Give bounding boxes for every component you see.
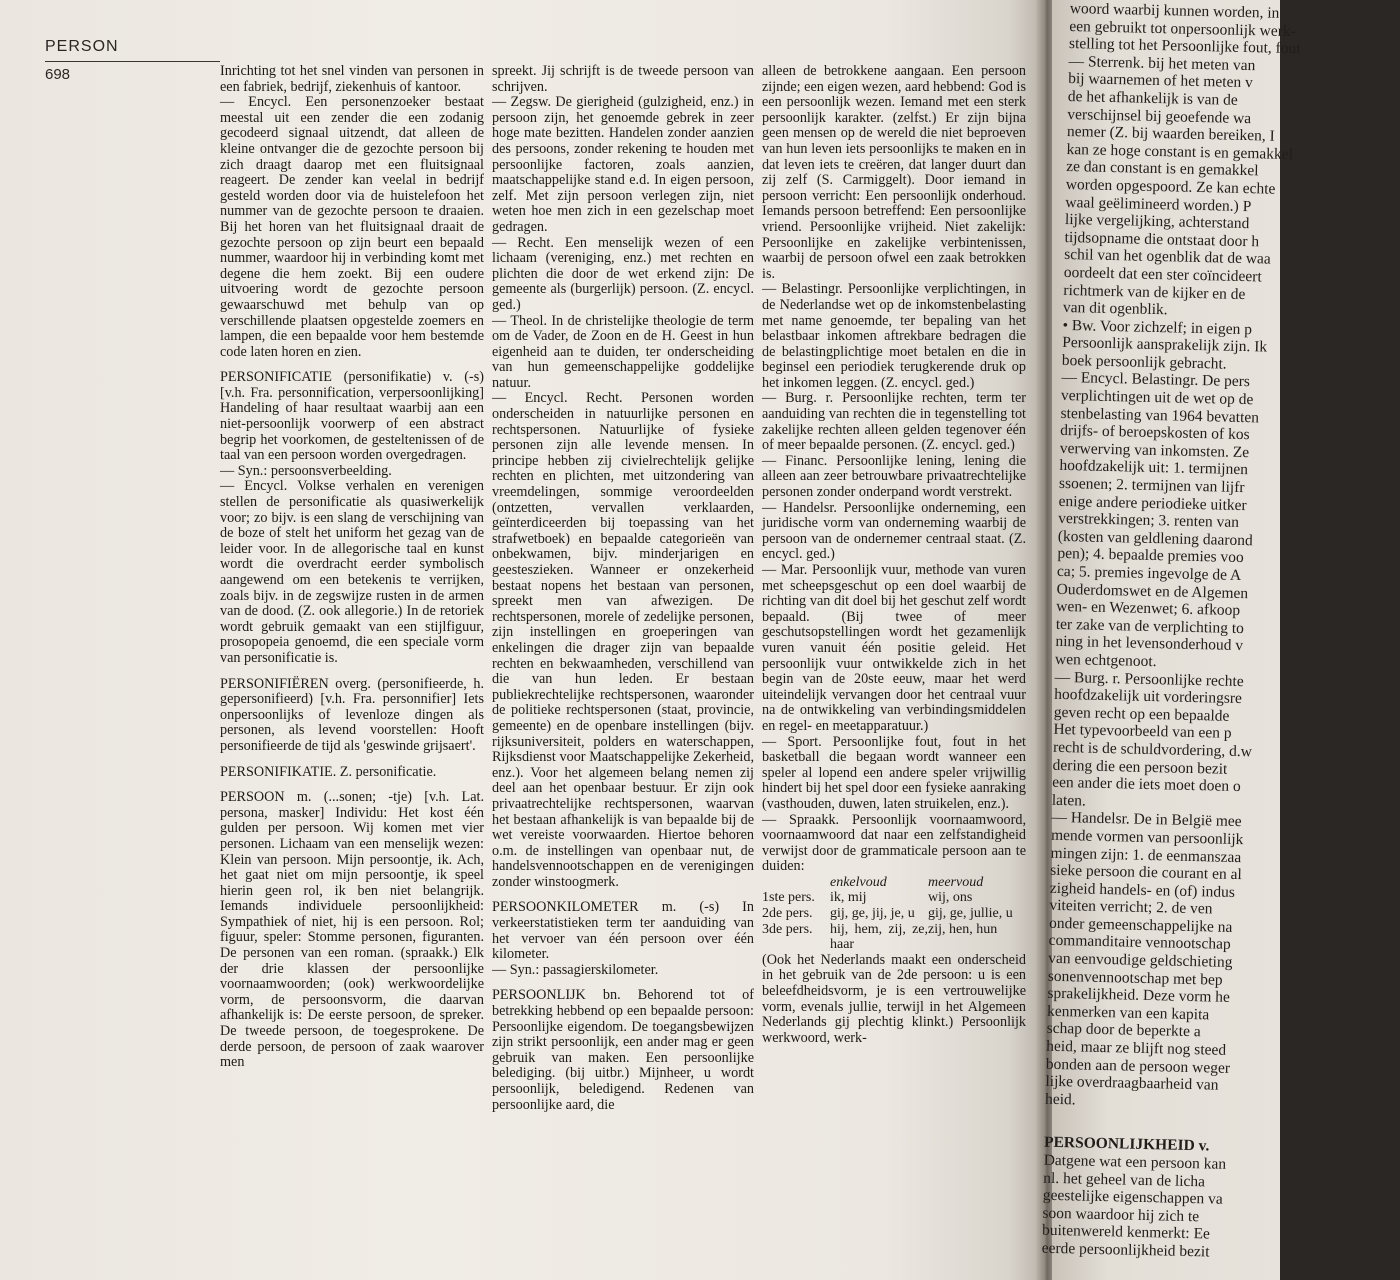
- entry-paragraph: (Ook het Nederlands maakt een onderscheid in het gebruik van de 2de persoon: u is een beleefdheidsvorm, je is een vertrouwelijke vorm, evenals jullie, terwijl in het Algemeen Nederlands gij plechtig klinkt.) Persoonlijk werkwoord, werk-: [762, 951, 1026, 1046]
- entry-paragraph: alleen de betrokkene aangaan. Een persoon zijnde; een eigen wezen, aard hebbend: God is een persoonlijk wezen. Iemand met een sterk persoonlijk karakter. (zelfst.) Er zijn bijna geen mensen op de wereld die niet beproeven van hun leven iets persoonlijks te maken en in dat leven iets te creëren, dat langer duurt dan zij zelf (S. Carmiggelt). Door iemand in persoon verricht: Een persoonlijk onderhoud. Iemands persoon betreffend: Een persoonlijke vriend. Persoonlijke vrijheid. Niet zakelijk: Persoonlijke en zakelijke verbintenissen, waarbij de persoon ofwel een zaak betrokken is.: [762, 63, 1026, 282]
- right-page-line: ning in het levensonderhoud v: [1055, 633, 1244, 655]
- right-page-line: — Handelsr. De in België mee: [1051, 809, 1242, 831]
- right-page: [1041, 0, 1301, 1280]
- right-page-line: lijke overdraagbaarheid van: [1045, 1072, 1219, 1094]
- table-cell: gij, ge, jullie, u: [928, 906, 1013, 922]
- right-page-line: woord waarbij kunnen worden, in: [1069, 0, 1280, 22]
- right-page-line: enige andere periodieke uitker: [1058, 492, 1247, 514]
- right-page-line: dering die een persoon bezit: [1052, 756, 1228, 778]
- right-page-line: mende vormen van persoonlijk: [1050, 826, 1244, 849]
- right-page-line: onder gemeenschappelijke na: [1048, 914, 1233, 936]
- entry-paragraph: — Encycl. Een personenzoeker bestaat meestal uit een zender die een zodanig gecodeerd signaal uitzendt, dat alleen de kleine ontvanger die de gezochte persoon bij zich draagt daarop met een fluitsignaal reageert. De zender kan veelal in bedrijf gesteld worden door via de huistelefoon het nummer van de gezochte persoon te draaien. Bij het horen van het fluitsignaal draait de gezochte persoon op zijn beurt een bepaald nummer, waardoor hij in verbinding komt met degene die hem zoekt. Bij een oudere uitvoering wordt de gezochte persoon gewaarschuwd met behulp van op verschillende plaatsen opgestelde zoemers en lampen, die een bepaalde voor hem bestemde code laten horen en zien.: [220, 94, 484, 360]
- table-cell: 3de pers.: [762, 921, 813, 937]
- entry-personifikatie: PERSONIFIKATIE. Z. personificatie.: [220, 763, 437, 780]
- column-2: [492, 64, 754, 1113]
- right-page-line: schil van het ogenblik dat de waa: [1064, 246, 1271, 268]
- right-page-line: kan ze hoge constant is en gemakkel: [1066, 140, 1294, 163]
- right-page-line: soon waardoor hij zich te: [1042, 1204, 1200, 1226]
- table-cell: ik, mij: [830, 890, 867, 906]
- right-page-line: ter zake van de verplichting to: [1055, 615, 1245, 637]
- right-page-line: commanditaire vennootschap: [1048, 932, 1231, 954]
- right-page-line: de het afhankelijk is van de: [1067, 87, 1238, 109]
- entry-paragraph: — Theol. In de christelijke theologie de term om de Vader, de Zoon en de H. Geest in hun eigenheid aan te duiden, ter onderscheiding van hun gemeenschappelijke goddelijke natuur.: [492, 312, 754, 391]
- right-page-line: bij waarnemen of het meten v: [1068, 70, 1253, 92]
- entry-paragraph: — Encycl. Recht. Personen worden onderscheiden in natuurlijke personen en rechtspersonen. Natuurlijke of fysieke personen zijn alle levende mensen. In principe hebben zij civielrechtelijk gelijke rechten en plichten, met uitzondering van vreemdelingen, sommige veroordeelden (ontzetten, vervallen verklaarden, geïnterdiceerden bij toepassing van het strafwetboek) en bepaalde categorieën van onbekwamen, bijv. minderjarigen en geesteszieken. Wanneer er onzekerheid bestaat nopens het bestaan van personen, spreekt men van afwezigen. De rechtspersonen, morele of zedelijke personen, zijn instellingen en groeperingen van enkelingen die drager zijn van bepaalde rechten en bekwaamheden, verschillend van die van hun leden. Er bestaan publiekrechtelijke rechtspersonen, waaronder de politieke rechtspersonen (staat, provincie, gemeente) en de openbare instellingen (bijv. rijksuniversiteit, polders en waterschappen, Rijksdienst voor Maatschappelijke Zekerheid, enz.). Voor het algemeen belang nemen zij deel aan het openbaar bestuur. Er zijn ook privaatrechtelijke rechtspersonen, waarvan het bestaan afhankelijk is van bepaalde bij de wet vereiste voorwaarden. Hiertoe behoren o.m. de instellingen van openbaar nut, de handelsvennootschappen en de verenigingen zonder winstoogmerk.: [492, 390, 754, 890]
- right-page-line: hoofdzakelijk uit: 1. termijnen: [1059, 457, 1249, 479]
- right-page-line: schap door de beperkte a: [1046, 1020, 1201, 1041]
- entry-paragraph: — Syn.: passagierskilometer.: [492, 961, 659, 978]
- right-page-line: worden opgespoord. Ze kan echte: [1065, 175, 1276, 198]
- right-page-line: geven recht op een bepaalde: [1053, 703, 1230, 725]
- right-page-line: oordeelt dat een ster coïncideert: [1063, 263, 1262, 286]
- right-page-line: zigheid handels- en (of) indus: [1049, 879, 1236, 901]
- entry-paragraph: — Mar. Persoonlijk vuur, methode van vuren met scheepsgeschut op een doel waarbij de richting van dit doel bij het geschut zelf wordt bepaald. (Bij twee of meer geschutsopstellingen wordt het gezamenlijk vuren vanuit één positie geleid. Het persoonlijk vuur ontwikkelde zich in het begin van de 20ste eeuw, maar het werd uiteindelijk vervangen door het centraal vuur na de ontwikkeling van verbindingsmiddelen en regel- en meetapparatuur.): [762, 562, 1026, 734]
- entry-persoonlijk: PERSOONLIJK bn. Behorend tot of betrekking hebbend op een bepaalde persoon: Persoonlijke eigendom. De toegangsbewijzen zijn strikt persoonlijk, een ander mag er geen gebruik van maken. Een persoonlijke belediging. (bij uitbr.) Mijnheer, u wordt persoonlijk, beledigend. Redenen van persoonlijke aard, die: [492, 987, 754, 1113]
- right-page-line: geestelijke eigenschappen va: [1042, 1186, 1223, 1208]
- right-page-line: van eenvoudige geldschieting: [1048, 949, 1233, 971]
- entry-personifieren: PERSONIFIËREN overg. (personifieerde, h. gepersonifieerd) [v.h. Fra. personnifier] Iets onpersoonlijks of levenloze dingen als personen, als levend voorstellen: Hooft personifieerde de tijd als 'geswinde grijsaert'.: [220, 675, 484, 754]
- right-page-line: tijdsopname die ontstaat door h: [1064, 228, 1260, 251]
- entry-paragraph: — Recht. Een menselijk wezen of een lichaam (vereniging, enz.) met rechten en plichten die door de wet erkend zijn: De gemeente als (burgerlijk) persoon. (Z. encycl. ged.): [492, 234, 754, 313]
- page-number: 698: [45, 66, 71, 83]
- entry-paragraph: spreekt. Jij schrijft is de tweede persoon van schrijven.: [492, 63, 754, 95]
- right-page-line: sprakelijkheid. Deze vorm he: [1047, 984, 1231, 1007]
- right-page-line: (kosten van geldlening daarond: [1057, 527, 1253, 550]
- entry-paragraph: — Burg. r. Persoonlijke rechten, term ter aanduiding van rechten die in tegenstelling tot zakelijke rechten alleen gelden tegenover één of meer bepaalde personen. (Z. encycl. ged.): [762, 390, 1026, 454]
- right-page-column: [1041, 0, 1399, 1265]
- table-cell: zij, hen, hun: [928, 921, 998, 937]
- right-page-line: nl. het geheel van de licha: [1043, 1169, 1206, 1190]
- right-page-line: heid, maar ze blijft nog steed: [1046, 1037, 1227, 1059]
- right-page-line: laten.: [1051, 791, 1087, 810]
- right-page-line: wen echtgenoot.: [1054, 650, 1157, 671]
- table-cell: gij, ge, jij, je, u: [830, 906, 915, 922]
- entry-paragraph: — Sport. Persoonlijke fout, fout in het basketball die begaan wordt wanneer een speler al lopend een andere speler vrijwillig hindert bij het spel door een fysieke aanraking (vasthouden, duwen, laten struikelen, enz.).: [762, 733, 1026, 812]
- conjugation-table: [762, 875, 1026, 953]
- right-page-line: een ander die iets moet doen o: [1052, 773, 1241, 796]
- table-header-cell: [762, 875, 830, 891]
- right-page-line: een gebruikt tot onpersoonlijk werk-: [1069, 17, 1296, 40]
- right-page-line: verwerving van inkomsten. Ze: [1059, 439, 1250, 462]
- running-head: PERSON: [45, 38, 119, 55]
- entry-persoon: PERSOON m. (...sonen; -tje) [v.h. Lat. persona, masker] Individu: Het kost één gulden per persoon. Wij komen met vier personen. Lichaam van een menselijk wezen: Klein van persoon. Mijn persoontje, ik. Ach, het gaat niet om mijn persoontje, ik speel hierin geen rol, ik ben niet belangrijk. Iemands individuele persoonlijkheid: Sympathiek of niet, hij is een persoon. Rol; figuur, speler: Stomme personen, figuranten. De personen van een roman. (spraakk.) Elk der drie klassen der persoonlijke voornaamwoorden; (ook) werkwoordelijke vorm, de persoonsvorm, die daarvan afhankelijk is: De eerste persoon, de spreker. De tweede persoon, de toegesprokene. De derde persoon, de persoon of zaak waarover men: [220, 789, 484, 1071]
- right-page-line: verschijnsel bij geoefende wa: [1067, 105, 1252, 127]
- table-header-cell: enkelvoud: [830, 874, 887, 890]
- right-page-line: Het typevoorbeeld van een p: [1053, 721, 1232, 743]
- table-header-cell: meervoud: [928, 874, 984, 890]
- right-page-line: ssoenen; 2. termijnen van lijfr: [1058, 474, 1245, 497]
- right-page-line: Datgene wat een persoon kan: [1043, 1151, 1227, 1173]
- entry-paragraph: — Belastingr. Persoonlijke verplichtingen, in de Nederlandse wet op de inkomstenbelasting met name genoemde, ter bepaling van het belastbaar inkomen aftrekbare bedragen die de belastingplichtige moet betalen en die in beginsel een periodiek terugkerende druk op het inkomen leggen. (Z. encycl. ged.): [762, 281, 1026, 391]
- right-page-line: recht is de schuldvordering, d.w: [1052, 738, 1253, 761]
- right-page-line: wen- en Wezenwet; 6. afkoop: [1056, 598, 1241, 620]
- right-page-line: bonden aan de persoon weger: [1045, 1055, 1231, 1077]
- right-page-line: heid.: [1044, 1090, 1076, 1109]
- right-page-line: — Sterrenk. bij het meten van: [1068, 52, 1256, 75]
- right-page-line: Ouderdomswet en de Algemen: [1056, 580, 1249, 602]
- right-page-line: PERSOONLIJKHEID v.: [1043, 1134, 1210, 1155]
- right-page-line: waal geëlimineerd worden.) P: [1065, 193, 1252, 215]
- table-cell: 2de pers.: [762, 906, 813, 922]
- right-page-line: stelling tot het Persoonlijke fout, fout: [1068, 35, 1301, 58]
- right-page-line: ca; 5. premies ingevolge de A: [1056, 562, 1242, 585]
- right-page-line: verstrekkingen; 3. renten van: [1058, 510, 1240, 532]
- column-3: [762, 64, 1026, 1046]
- right-page-line: • Bw. Voor zichzelf; in eigen p: [1062, 316, 1253, 338]
- entry-paragraph: — Zegsw. De gierigheid (gulzigheid, enz.) in persoon zijn, het genoemde gebrek in zeer hoge mate bezitten. Handelen zonder aanzien des persoons, zonder rekening te houden met persoonlijke factoren, zoals aanzien, maatschappelijke stand e.d. In eigen persoon, zelf. Met zijn persoon verlegen zijn, niet weten hoe men zich in een gezelschap moet gedragen.: [492, 94, 754, 235]
- right-page-line: hoofdzakelijk uit vorderingsre: [1054, 685, 1243, 708]
- table-cell: 1ste pers.: [762, 890, 815, 906]
- right-page-line: stenbelasting van 1964 bevatten: [1060, 404, 1260, 427]
- entry-paragraph: — Financ. Persoonlijke lening, lening die alleen aan zeer betrouwbare privaatrechtelijke personen zonder onderpand wordt verstrekt.: [762, 452, 1026, 501]
- right-page-line: — Burg. r. Persoonlijke rechte: [1054, 668, 1244, 690]
- header-rule: [45, 61, 220, 62]
- entry-persoonkilometer: PERSOONKILOMETER m. (-s) In verkeerstatistieken term ter aanduiding van het vervoer van één persoon over één kilometer.: [492, 899, 754, 963]
- entry-paragraph: Inrichting tot het snel vinden van personen in een fabriek, bedrijf, ziekenhuis of kantoor.: [220, 63, 484, 95]
- entry-paragraph: — Encycl. Volkse verhalen en verenigen stellen de personificatie als quasiwerkelijk voor; zo bijv. is een slang de verschijning van de boze of stelt het uniform het gezag van de leider voor. In de allegorische taal en kunst wordt die overdracht eerder symbolisch aangewend om een betekenis te verrijken, zoals bijv. in de zegswijze rusten in de armen van de dood. (Z. ook allegorie.) In de retoriek wordt gebruik gemaakt van een stijlfiguur, prosopopeia genoemd, die een speciale vorm van personificatie is.: [220, 478, 484, 666]
- column-1: [220, 64, 484, 1071]
- right-page-line: sieke persoon die courant en al: [1050, 861, 1242, 884]
- right-page-line: — Encycl. Belastingr. De pers: [1061, 369, 1251, 391]
- table-cell: hij, hem, zij, ze, haar: [830, 921, 928, 953]
- right-page-line: boek persoonlijk gebracht.: [1061, 351, 1227, 373]
- right-page-line: nemer (Z. bij waarden bereiken, I: [1066, 123, 1276, 145]
- right-page-line: drijfs- of beroepskosten of kos: [1060, 422, 1250, 444]
- entry-paragraph: — Handelsr. Persoonlijke onderneming, een juridische vorm van onderneming waarbij de persoon van de ondernemer centraal staat. (Z. encycl. ged.): [762, 499, 1026, 563]
- right-page-line: kenmerken van een kapita: [1046, 1002, 1210, 1024]
- right-page-line: eerde persoonlijkheid bezit: [1041, 1239, 1210, 1261]
- right-page-line: van dit ogenblik.: [1062, 299, 1168, 319]
- table-cell: wij, ons: [928, 890, 973, 906]
- right-page-line: buitenwereld kenmerkt: Ee: [1041, 1222, 1211, 1243]
- right-page-line: Persoonlijk aansprakelijk zijn. Ik: [1062, 334, 1268, 356]
- right-page-line: viteiten verricht; 2. de ven: [1049, 897, 1213, 918]
- right-page-line: verplichtingen uit de wet op de: [1060, 386, 1254, 409]
- right-page-line: lijke vergelijking, achterstand: [1064, 211, 1250, 233]
- entry-paragraph: — Spraakk. Persoonlijk voornaamwoord, voornaamwoord dat naar een zelfstandigheid verwijst door de grammaticale persoon aan te duiden:: [762, 811, 1026, 875]
- entry-personificatie: PERSONIFICATIE (personifikatie) v. (-s) [v.h. Fra. personnification, verpersoonlijking] Handeling of haar resultaat waarbij aan een niet-persoonlijk voorwerp of een abstract begrip het voorkomen, de gestelteniss​en of de taal van een persoon worden overgedragen.: [220, 369, 484, 464]
- right-page-line: ze dan constant is en gemakkel: [1066, 158, 1259, 180]
- right-page-line: mingen zijn: 1. de eenmanszaa: [1050, 844, 1242, 866]
- right-page-line: pen); 4. bepaalde premies voo: [1057, 545, 1244, 567]
- right-page-line: sonenvennootschap met bep: [1047, 967, 1223, 989]
- entry-paragraph: — Syn.: persoonsverbeelding.: [220, 462, 392, 479]
- right-page-line: richtmerk van de kijker en de: [1063, 281, 1246, 303]
